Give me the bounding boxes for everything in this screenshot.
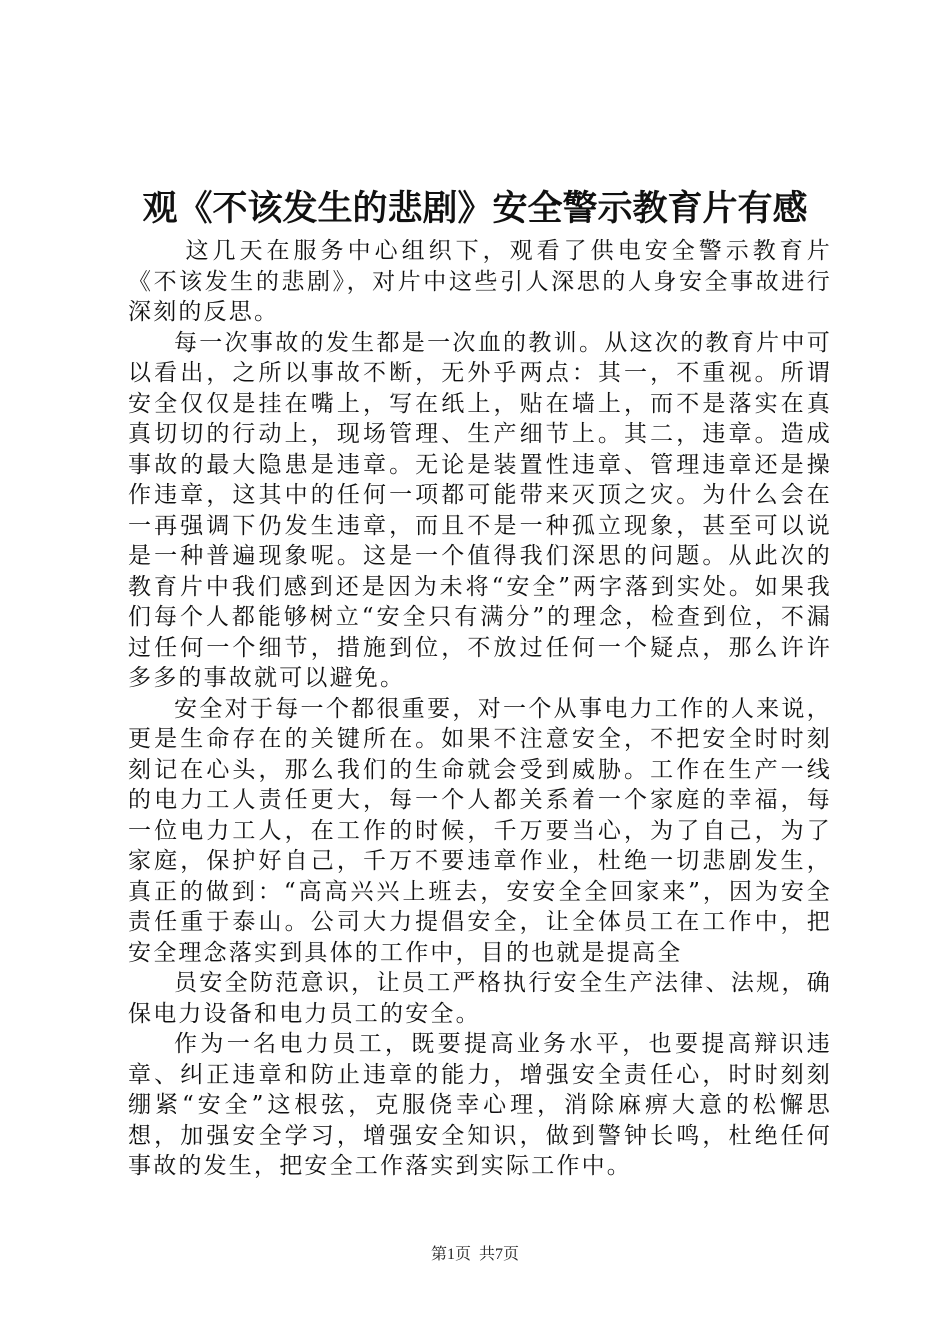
page-number: 第1页 [430, 1246, 471, 1263]
paragraph-continuation: 员安全防范意识，让员工严格执行安全生产法律、法规，确保电力设备和电力员工的安全。 [128, 970, 832, 1027]
paragraph-conclusion: 作为一名电力员工，既要提高业务水平，也要提高辩识违章、纠正违章和防止违章的能力，增强安全责任心，时时刻刻绷紧“安全”这根弦，克服侥幸心理，消除麻痹大意的松懈思想，加强安全学习，增强安全知识，做到警钟长鸣，杜绝任何事故的发生，把安全工作落实到实际工作中。 [128, 1031, 832, 1179]
page-footer [0, 1244, 950, 1266]
document-body [128, 236, 832, 1182]
paragraph-importance: 安全对于每一个都很重要，对一个从事电力工作的人来说，更是生命存在的关键所在。如果不注意安全，不把安全时时刻刻记在心头，那么我们的生命就会受到威胁。工作在生产一线的电力工人责任更大，每一个人都关系着一个家庭的幸福，每一位电力工人，在工作的时候，千万要当心，为了自己，为了家庭，保护好自己，千万不要违章作业，杜绝一切悲剧发生，真正的做到：“高高兴兴上班去，安安全全回家来”，因为安全责任重于泰山。公司大力提倡安全，让全体员工在工作中，把安全理念落实到具体的工作中，目的也就是提高全 [128, 695, 832, 966]
paragraph-intro: 这几天在服务中心组织下，观看了供电安全警示教育片《不该发生的悲剧》，对片中这些引人深思的人身安全事故进行深刻的反思。 [128, 238, 832, 325]
page-total: 共7页 [479, 1246, 520, 1263]
document-title: 观《不该发生的悲剧》安全警示教育片有感 [142, 188, 808, 229]
paragraph-lessons: 每一次事故的发生都是一次血的教训。从这次的教育片中可以看出，之所以事故不断，无外乎两点：其一，不重视。所谓安全仅仅是挂在嘴上，写在纸上，贴在墙上，而不是落实在真真切切的行动上，现场管理、生产细节上。其二，违章。造成事故的最大隐患是违章。无论是装置性违章、管理违章还是操作违章，这其中的任何一项都可能带来灭顶之灾。为什么会在一再强调下仍发生违章，而且不是一种孤立现象，甚至可以说是一种普遍现象呢。这是一个值得我们深思的问题。从此次的教育片中我们感到还是因为未将“安全”两字落到实处。如果我们每个人都能够树立“安全只有满分”的理念，检查到位，不漏过任何一个细节，措施到位，不放过任何一个疑点，那么许许多多的事故就可以避免。 [128, 329, 832, 691]
